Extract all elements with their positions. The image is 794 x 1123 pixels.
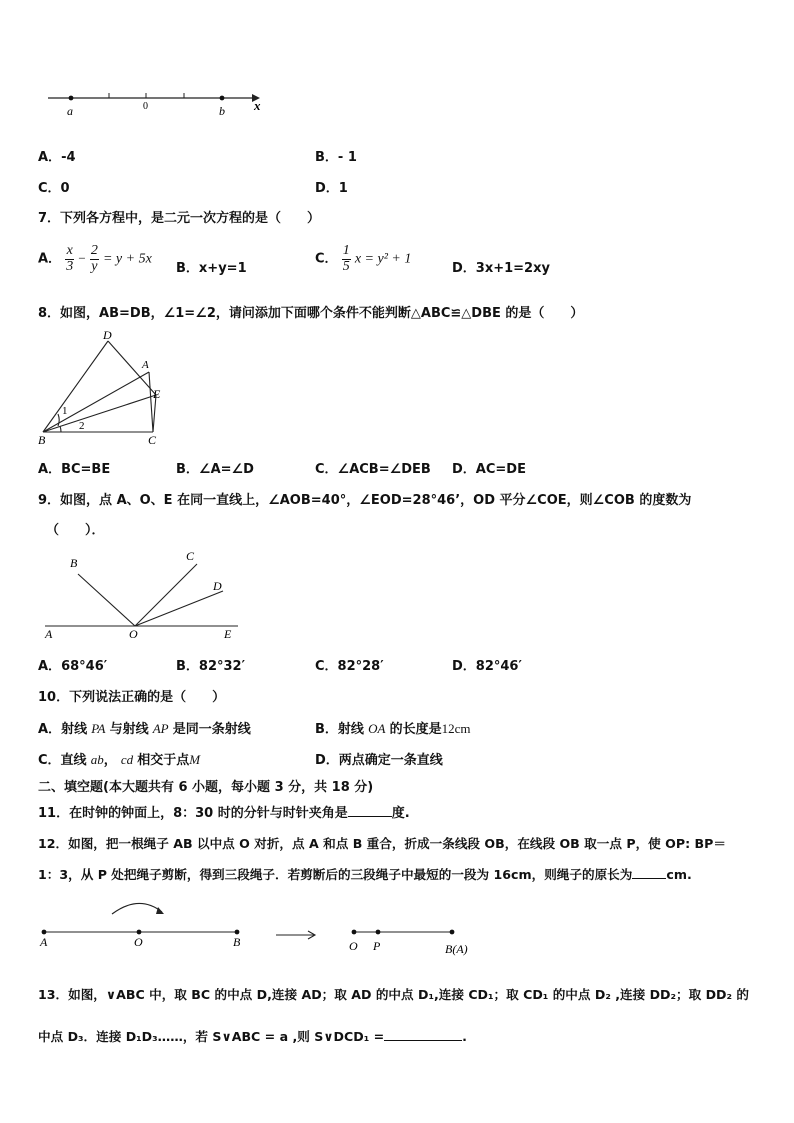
q10-option-a[interactable]: A．射线 PA 与射线 AP 是同一条射线 bbox=[38, 721, 251, 737]
q7-option-c[interactable]: C． $\frac{1}{5}$ x = y² + 1 bbox=[315, 243, 412, 274]
label-B: B bbox=[38, 433, 46, 446]
label-O-folded: O bbox=[349, 939, 358, 953]
label-E: E bbox=[224, 627, 232, 641]
q13-answer-blank[interactable] bbox=[384, 1040, 462, 1041]
label-C: C bbox=[148, 433, 157, 446]
q9-stem-paren: （ ）． bbox=[46, 523, 105, 538]
q9-option-a[interactable]: A．68°46′ bbox=[38, 659, 108, 674]
q6-option-d[interactable]: D．1 bbox=[315, 181, 348, 196]
q12-line2: 1：3，从 P 处把绳子剪断，得到三段绳子．若剪断后的三段绳子中最短的一段为 16cm，则绳子的原长为 cm. bbox=[38, 867, 692, 882]
q13-line1: 13．如图，∨ABC 中，取 BC 的中点 D,连接 AD；取 AD 的中点 D₁,连接 CD₁；取 CD₁ 的中点 D₂ ,连接 DD₂；取 DD₂ 的 bbox=[38, 987, 749, 1002]
label-B: B bbox=[233, 935, 241, 949]
q9-option-c[interactable]: C．82°28′ bbox=[315, 659, 384, 674]
label-D: D bbox=[103, 328, 112, 342]
q9-option-d[interactable]: D．82°46′ bbox=[452, 659, 522, 674]
q7-option-a[interactable]: A． $\frac{x}{3}$ − $\frac{2}{y}$ = y + 5x bbox=[38, 243, 152, 274]
label-E: E bbox=[153, 387, 161, 401]
label-A: A bbox=[40, 935, 48, 949]
q10-option-d[interactable]: D．两点确定一条直线 bbox=[315, 753, 443, 768]
q8-option-d[interactable]: D．AC=DE bbox=[452, 462, 526, 477]
q13-line2: 中点 D₃．连接 D₁D₃……，若 S∨ABC = a ,则 S∨DCD₁ = . bbox=[38, 1029, 467, 1044]
q6-option-c[interactable]: C．0 bbox=[38, 181, 70, 196]
q6-option-b[interactable]: B．- 1 bbox=[315, 150, 357, 165]
point-b bbox=[220, 96, 225, 101]
q8-option-b[interactable]: B．∠A=∠D bbox=[176, 462, 254, 477]
q8-stem: 8．如图，AB=DB，∠1=∠2，请问添加下面哪个条件不能判断△ABC≌△DBE 的是（ ） bbox=[38, 306, 584, 321]
q6-option-a[interactable]: A．-4 bbox=[38, 150, 76, 165]
label-O: O bbox=[134, 935, 143, 949]
q7-option-b[interactable]: B．x+y=1 bbox=[176, 261, 247, 276]
label-P: P bbox=[373, 939, 381, 953]
label-A: A bbox=[142, 359, 149, 371]
label-D: D bbox=[213, 579, 222, 593]
q11-answer-blank[interactable] bbox=[348, 816, 392, 817]
q12-answer-blank[interactable] bbox=[632, 878, 666, 879]
q7-option-d[interactable]: D．3x+1=2xy bbox=[452, 261, 550, 276]
label-b: b bbox=[219, 104, 225, 118]
label-angle-1: 1 bbox=[62, 405, 68, 417]
q8-option-c[interactable]: C．∠ACB=∠DEB bbox=[315, 462, 431, 477]
q8-triangle-figure bbox=[36, 328, 168, 446]
q12-line1: 12．如图，把一根绳子 AB 以中点 O 对折，点 A 和点 B 重合，折成一条线段 OB，在线段 OB 取一点 P，使 OP: BP＝ bbox=[38, 836, 726, 851]
label-zero: 0 bbox=[143, 101, 148, 112]
q9-option-b[interactable]: B．82°32′ bbox=[176, 659, 246, 674]
label-angle-2: 2 bbox=[79, 420, 85, 432]
label-O: O bbox=[129, 627, 138, 641]
q10-option-b[interactable]: B．射线 OA 的长度是12cm bbox=[315, 721, 471, 737]
label-B-A: B(A) bbox=[445, 942, 468, 956]
number-line-figure bbox=[40, 82, 280, 122]
section2-title: 二、填空题(本大题共有 6 小题，每小题 3 分，共 18 分) bbox=[38, 780, 374, 795]
q11-text: 11．在时钟的钟面上，8：30 时的分针与时针夹角是 度. bbox=[38, 806, 410, 821]
q9-angle-figure bbox=[40, 546, 246, 644]
q9-stem: 9．如图，点 A、O、E 在同一直线上，∠AOB=40°，∠EOD=28°46’，OD 平分∠COE，则∠COB 的度数为 bbox=[38, 493, 692, 508]
q10-stem: 10．下列说法正确的是（ ） bbox=[38, 690, 226, 705]
q10-option-c[interactable]: C．直线 ab， cd 相交于点M bbox=[38, 752, 201, 768]
label-x: x bbox=[254, 98, 261, 113]
q8-option-a[interactable]: A．BC=BE bbox=[38, 462, 111, 477]
q12-rope-figure bbox=[34, 892, 484, 958]
point-a bbox=[69, 96, 74, 101]
label-B: B bbox=[70, 556, 78, 570]
label-a: a bbox=[67, 104, 73, 118]
label-C: C bbox=[186, 549, 195, 563]
q7-stem: 7．下列各方程中，是二元一次方程的是（ ） bbox=[38, 211, 321, 226]
label-A: A bbox=[45, 627, 53, 641]
